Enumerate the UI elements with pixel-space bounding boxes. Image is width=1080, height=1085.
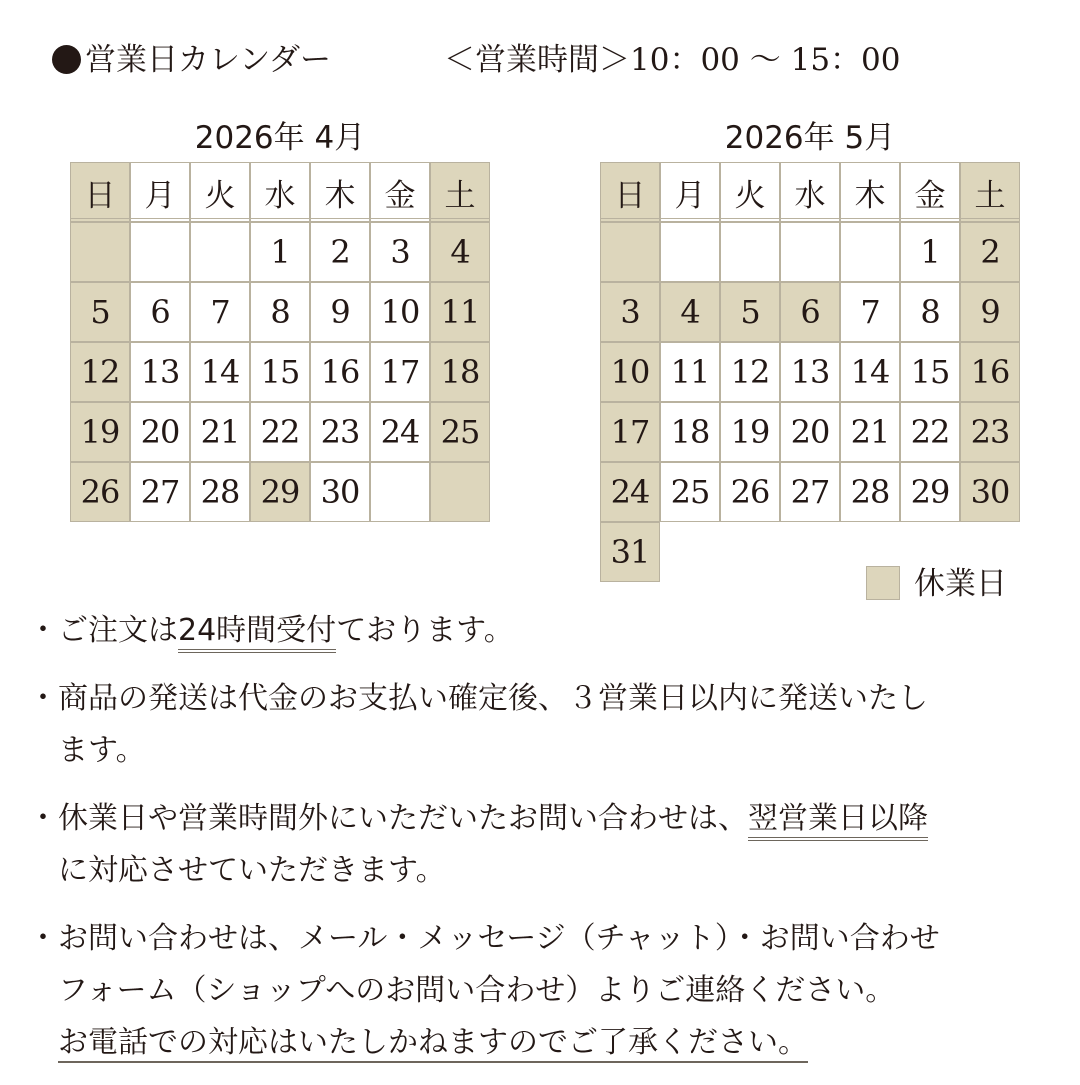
day-cell-closed: 23 (960, 402, 1020, 462)
weekday-header: 金 (900, 162, 960, 222)
day-cell-closed: 18 (430, 342, 490, 402)
note-emphasis: 翌営業日以降 (748, 801, 928, 841)
day-cell: 30 (310, 462, 370, 522)
day-cell: 28 (840, 462, 900, 522)
day-cell: 28 (190, 462, 250, 522)
day-cell: 17 (370, 342, 430, 402)
day-cell-closed (70, 222, 130, 282)
day-cell: 13 (780, 342, 840, 402)
notes-list (28, 605, 1058, 1085)
day-cell: 10 (370, 282, 430, 342)
day-cell-closed: 6 (780, 282, 840, 342)
calendar-grid (70, 162, 490, 522)
day-cell: 18 (660, 402, 720, 462)
weekday-header: 土 (960, 162, 1020, 222)
day-cell: 16 (310, 342, 370, 402)
header (52, 38, 1052, 82)
day-cell: 15 (250, 342, 310, 402)
day-cell: 1 (250, 222, 310, 282)
day-cell: 29 (900, 462, 960, 522)
day-cell-closed (430, 462, 490, 522)
day-cell-closed: 30 (960, 462, 1020, 522)
note-emphasis: お電話での対応はいたしかねますのでご了承ください。 (58, 1025, 808, 1063)
weekday-header: 金 (370, 162, 430, 222)
legend-label: 休業日 (914, 566, 1007, 602)
day-cell: 24 (370, 402, 430, 462)
day-cell-closed: 26 (70, 462, 130, 522)
note-text: お問い合わせは、メール・メッセージ（チャット）・お問い合わせ (58, 921, 940, 956)
day-cell-closed: 11 (430, 282, 490, 342)
day-cell: 25 (660, 462, 720, 522)
day-cell: 12 (720, 342, 780, 402)
business-hours: ＜営業時間＞10：00 〜 15：00 (444, 42, 901, 78)
day-cell-closed: 29 (250, 462, 310, 522)
day-cell: 3 (370, 222, 430, 282)
day-cell-closed: 19 (70, 402, 130, 462)
note-item (28, 605, 1058, 657)
day-cell (840, 222, 900, 282)
day-cell-closed (600, 222, 660, 282)
weekday-header: 月 (660, 162, 720, 222)
day-cell-closed: 4 (660, 282, 720, 342)
day-cell: 19 (720, 402, 780, 462)
note-item (28, 673, 1058, 777)
note-bullet: ・ (28, 801, 58, 836)
weekday-header: 水 (780, 162, 840, 222)
note-text: に対応させていただきます。 (58, 853, 446, 888)
day-cell: 26 (720, 462, 780, 522)
weekday-header: 日 (70, 162, 130, 222)
note-text: 商品の発送は代金のお支払い確定後、３営業日以内に発送いたし (58, 681, 928, 716)
note-emphasis: 24時間受付 (178, 613, 336, 653)
day-cell: 8 (250, 282, 310, 342)
day-cell (190, 222, 250, 282)
day-cell-closed: 12 (70, 342, 130, 402)
weekday-header: 水 (250, 162, 310, 222)
calendar-grid (600, 162, 1020, 582)
day-cell (130, 222, 190, 282)
day-cell: 6 (130, 282, 190, 342)
weekday-header: 木 (840, 162, 900, 222)
day-cell: 8 (900, 282, 960, 342)
day-cell: 21 (840, 402, 900, 462)
day-cell-closed: 9 (960, 282, 1020, 342)
bullet-dot-icon (52, 45, 81, 74)
day-cell-closed: 31 (600, 522, 660, 582)
note-text: ております。 (336, 613, 514, 648)
day-cell: 20 (780, 402, 840, 462)
weekday-header: 土 (430, 162, 490, 222)
day-cell: 14 (840, 342, 900, 402)
calendar-may (600, 118, 1020, 582)
header-divider (600, 218, 1020, 219)
day-cell-closed: 24 (600, 462, 660, 522)
day-cell: 13 (130, 342, 190, 402)
day-cell-closed: 16 (960, 342, 1020, 402)
day-cell (780, 222, 840, 282)
day-cell-closed: 17 (600, 402, 660, 462)
calendar-title: 営業日カレンダー (85, 42, 331, 78)
note-text: ます。 (58, 733, 146, 768)
calendar-month-title: 2026年 5月 (724, 120, 896, 156)
weekday-header: 木 (310, 162, 370, 222)
day-cell: 15 (900, 342, 960, 402)
day-cell-closed: 5 (70, 282, 130, 342)
day-cell (370, 462, 430, 522)
day-cell-closed: 5 (720, 282, 780, 342)
day-cell: 27 (780, 462, 840, 522)
weekday-header: 日 (600, 162, 660, 222)
weekday-header: 火 (720, 162, 780, 222)
note-bullet: ・ (28, 681, 58, 716)
day-cell: 21 (190, 402, 250, 462)
note-bullet: ・ (28, 921, 58, 956)
note-item (28, 793, 1058, 897)
weekday-header: 月 (130, 162, 190, 222)
day-cell: 2 (310, 222, 370, 282)
day-cell: 22 (900, 402, 960, 462)
day-cell: 11 (660, 342, 720, 402)
day-cell-closed: 25 (430, 402, 490, 462)
day-cell: 23 (310, 402, 370, 462)
day-cell-closed: 2 (960, 222, 1020, 282)
day-cell-closed: 4 (430, 222, 490, 282)
day-cell-closed: 3 (600, 282, 660, 342)
note-item (28, 913, 1058, 1069)
note-text: フォーム（ショップへのお問い合わせ）よりご連絡ください。 (58, 973, 896, 1008)
day-cell: 22 (250, 402, 310, 462)
header-divider (70, 218, 490, 219)
note-bullet: ・ (28, 613, 58, 648)
day-cell: 27 (130, 462, 190, 522)
day-cell: 14 (190, 342, 250, 402)
day-cell: 9 (310, 282, 370, 342)
calendar-april (70, 118, 490, 522)
note-text: 休業日や営業時間外にいただいたお問い合わせは、 (58, 801, 748, 836)
day-cell: 7 (840, 282, 900, 342)
legend-swatch (866, 566, 900, 600)
day-cell: 7 (190, 282, 250, 342)
note-text: ご注文は (58, 613, 178, 648)
day-cell (720, 222, 780, 282)
legend (866, 558, 1007, 602)
day-cell: 20 (130, 402, 190, 462)
day-cell (660, 222, 720, 282)
weekday-header: 火 (190, 162, 250, 222)
day-cell-closed: 10 (600, 342, 660, 402)
day-cell: 1 (900, 222, 960, 282)
calendar-month-title: 2026年 4月 (194, 120, 366, 156)
calendar-heading (52, 38, 331, 82)
